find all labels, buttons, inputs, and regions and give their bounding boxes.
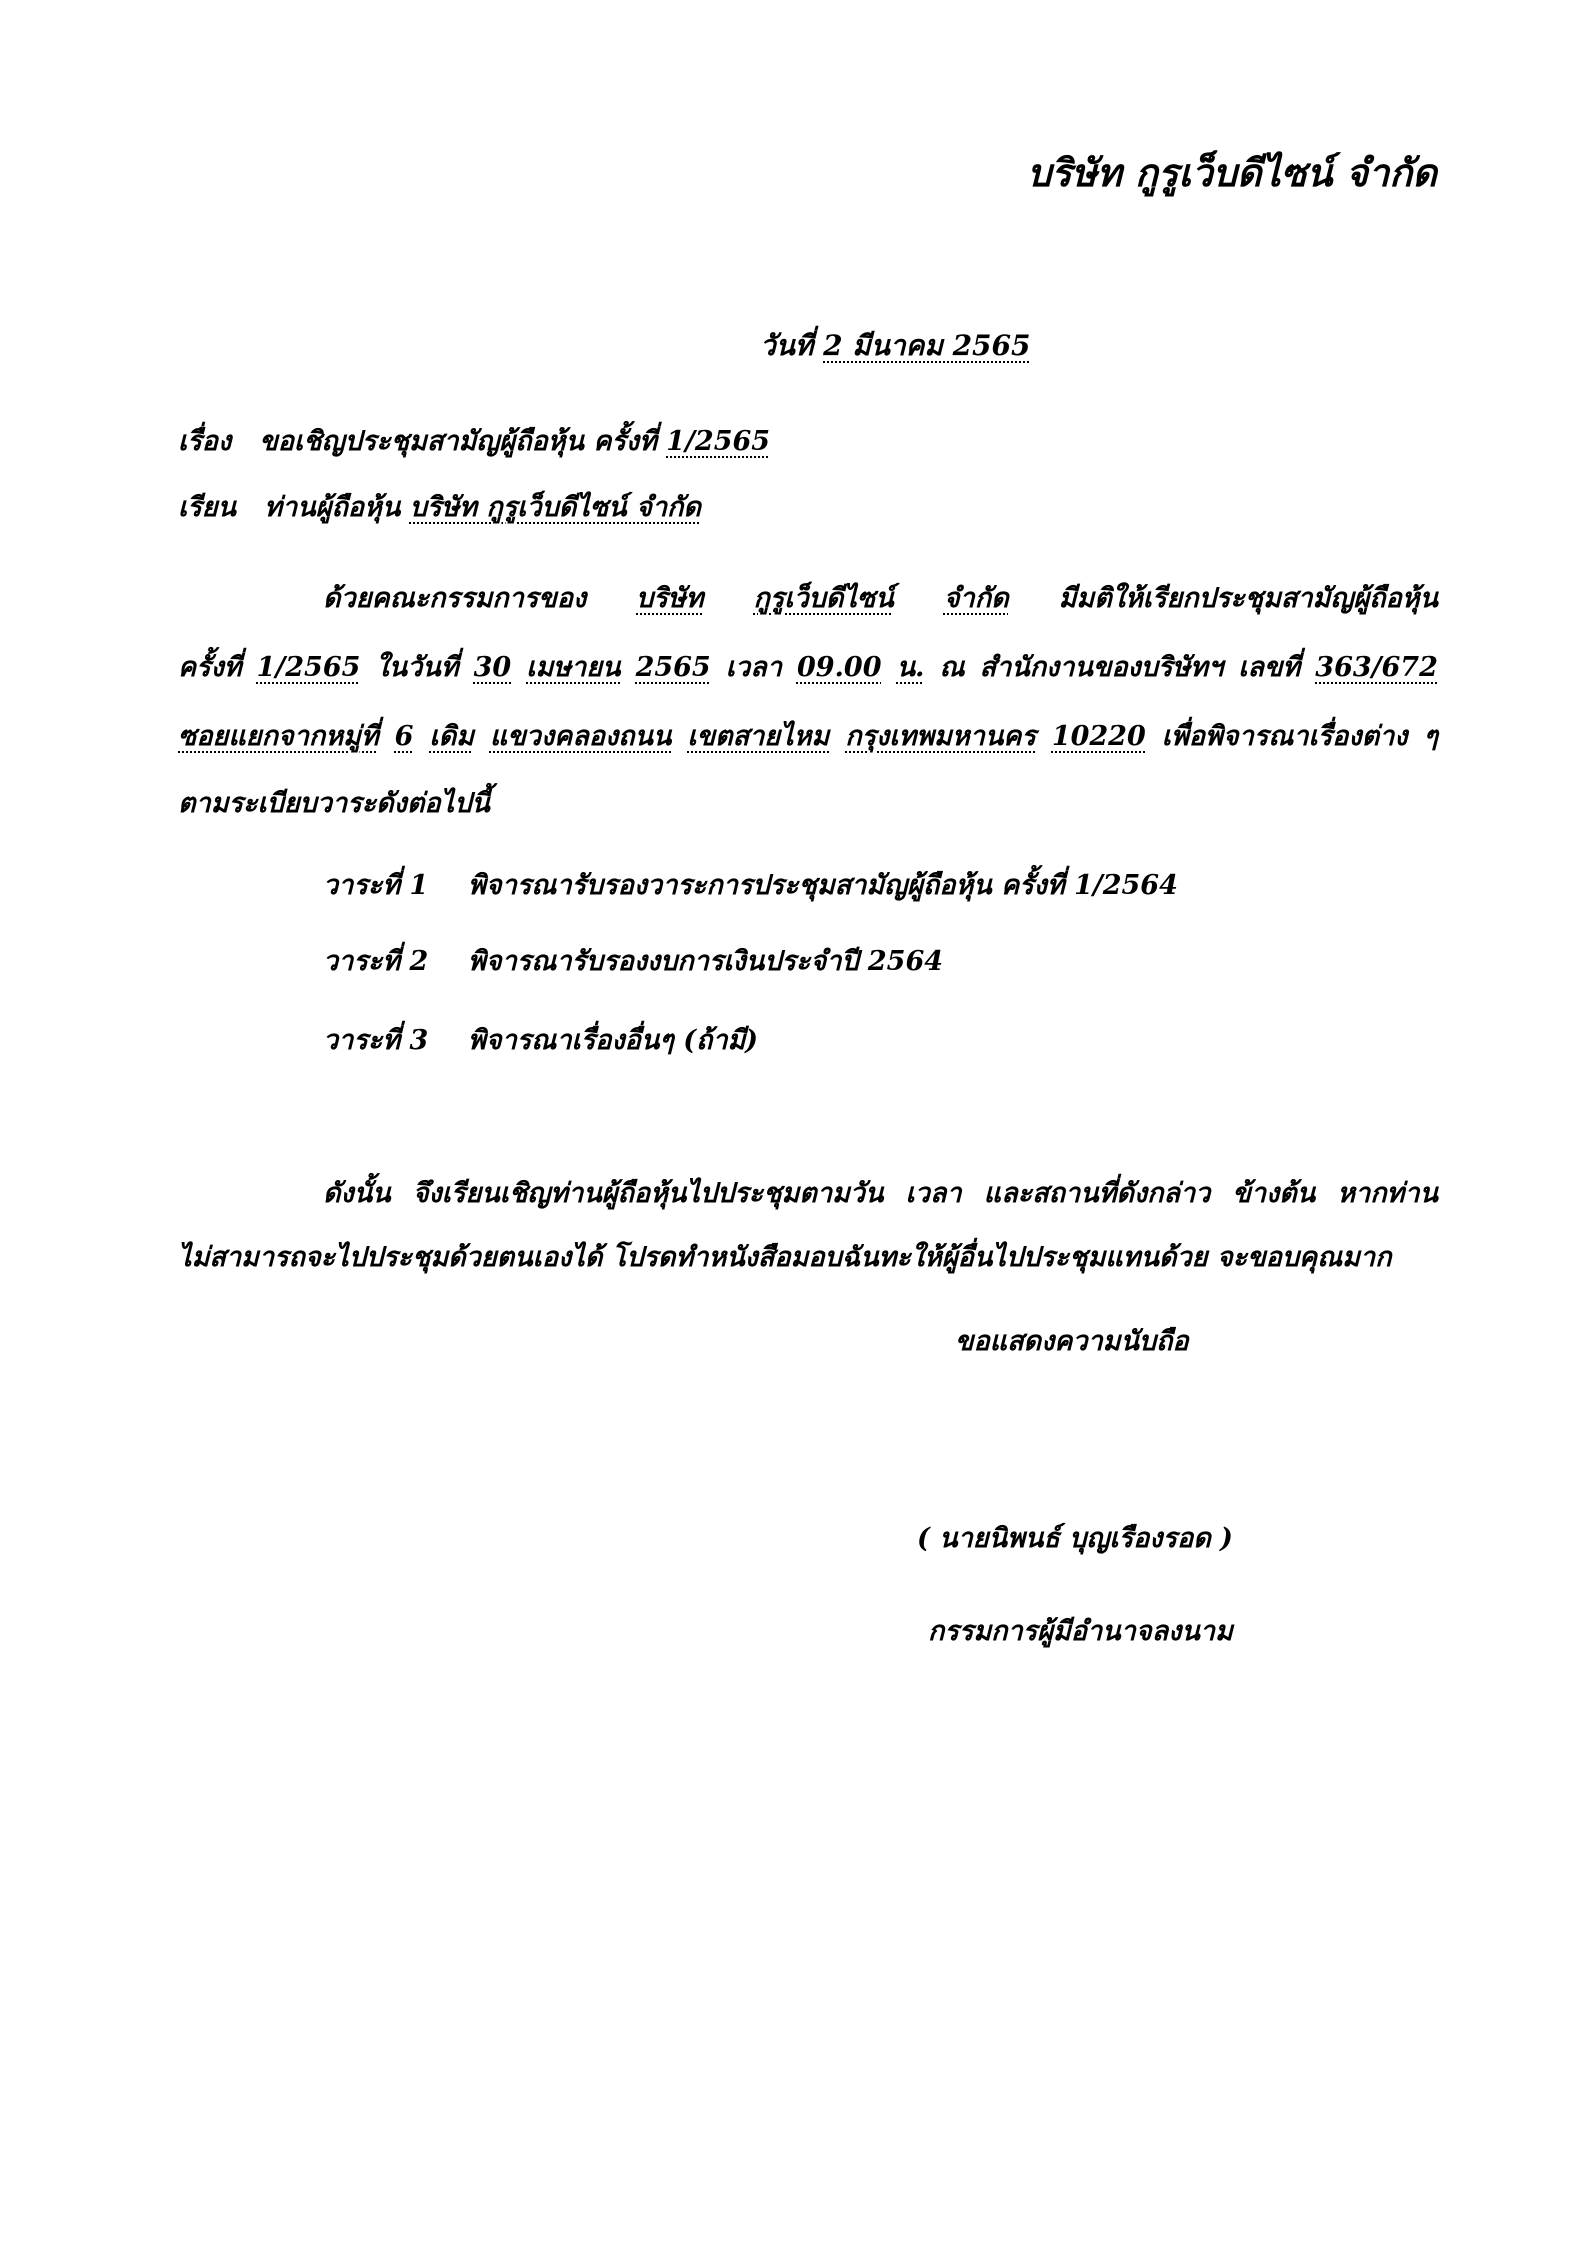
meeting-month: เมษายน (526, 652, 621, 683)
text-segment: ครั้งที่ (178, 652, 242, 683)
subject-text: ขอเชิญประชุมสามัญผู้ถือหุ้น ครั้งที่ (259, 426, 657, 457)
signer-name: ( นายนิพนธ์ บุญเรืองรอด ) (917, 1523, 1233, 1554)
agenda-item-1 (323, 868, 1178, 904)
company-segment: กูรูเว็บดีไซน์ (753, 583, 894, 614)
agenda-text: พิจารณารับรองวาระการประชุมสามัญผู้ถือหุ้น ครั้งที่ 1/2564 (468, 870, 1178, 901)
text-segment: เพื่อพิจารณาเรื่องต่าง (1161, 721, 1408, 752)
company-header: บริษัท กูรูเว็บดีไซน์ จำกัด (1027, 150, 1437, 195)
text-segment: ข้างต้น (1232, 1178, 1316, 1209)
text-segment: และสถานที่ดังกล่าว (983, 1178, 1211, 1209)
subject-label: เรื่อง (178, 426, 232, 457)
signer-title: กรรมการผู้มีอำนาจลงนาม (928, 1616, 1233, 1647)
meeting-time-unit: น. (896, 652, 925, 683)
meeting-year: 2565 (635, 652, 711, 683)
postal-code: 10220 (1051, 721, 1146, 752)
agenda-label: วาระที่ 3 (323, 1025, 429, 1056)
text-segment: เลขที่ (1238, 652, 1301, 683)
meeting-number: 1/2565 (256, 652, 361, 683)
paragraph-line-2 (178, 650, 1438, 686)
recipient-label: เรียน (178, 492, 237, 523)
agenda-item-2 (323, 944, 943, 980)
paragraph-line-4: ตามระเบียบวาระดังต่อไปนี้ (178, 788, 490, 819)
address-segment: เดิม (429, 721, 474, 752)
paragraph-line-3 (178, 719, 1438, 755)
text-segment: ด้วยคณะกรรมการของ (323, 583, 587, 614)
conclusion-line-1 (323, 1176, 1438, 1212)
agenda-text: พิจารณารับรองงบการเงินประจำปี 2564 (468, 946, 944, 977)
text-segment: มีมติให้เรียกประชุมสามัญผู้ถือหุ้น (1058, 583, 1438, 614)
address-segment: แขวงคลองถนน (489, 721, 672, 752)
address-segment: ซอยแยกจากหมู่ที่ (178, 721, 379, 752)
text-segment: หากท่าน (1337, 1178, 1438, 1209)
recipient-text: ท่านผู้ถือหุ้น (264, 492, 401, 523)
text-segment: จึงเรียนเชิญท่านผู้ถือหุ้นไปประชุมตามวัน (412, 1178, 884, 1209)
text-segment: ดังนั้น (323, 1178, 391, 1209)
conclusion-line-2: ไม่สามารถจะไปประชุมด้วยตนเองได้ โปรดทำหนังสือมอบฉันทะให้ผู้อื่นไปประชุมแทนด้วย จะขอบคุณมาก (178, 1242, 1392, 1273)
text-segment: ๆ (1423, 721, 1438, 752)
agenda-label: วาระที่ 2 (323, 946, 429, 977)
text-segment: เวลา (725, 652, 782, 683)
agenda-text: พิจารณาเรื่องอื่นๆ (ถ้ามี) (468, 1025, 759, 1056)
address-number: 363/672 (1315, 652, 1438, 683)
paragraph-line-1 (323, 581, 1438, 617)
address-segment: เขตสายไหม (687, 721, 830, 752)
date-value: 2 มีนาคม 2565 (823, 329, 1031, 362)
address-segment: กรุงเทพมหานคร (845, 721, 1036, 752)
text-segment: ณ (939, 652, 965, 683)
address-segment: 6 (394, 721, 414, 752)
company-segment: จำกัด (943, 583, 1009, 614)
text-segment: ในวันที่ (375, 652, 459, 683)
date-prefix: วันที่ (760, 329, 814, 362)
letter-date (760, 328, 1031, 364)
company-segment: บริษัท (636, 583, 704, 614)
text-segment: สำนักงานของบริษัทฯ (979, 652, 1224, 683)
meeting-time: 09.00 (796, 652, 882, 683)
closing-salutation: ขอแสดงความนับถือ (955, 1326, 1189, 1357)
recipient-line (178, 490, 701, 526)
subject-line (178, 424, 770, 460)
agenda-label: วาระที่ 1 (323, 870, 429, 901)
text-segment: เวลา (905, 1178, 962, 1209)
recipient-company: บริษัท กูรูเว็บดีไซน์ จำกัด (409, 492, 701, 523)
meeting-day: 30 (473, 652, 512, 683)
meeting-number: 1/2565 (666, 426, 771, 457)
agenda-item-3 (323, 1023, 758, 1059)
